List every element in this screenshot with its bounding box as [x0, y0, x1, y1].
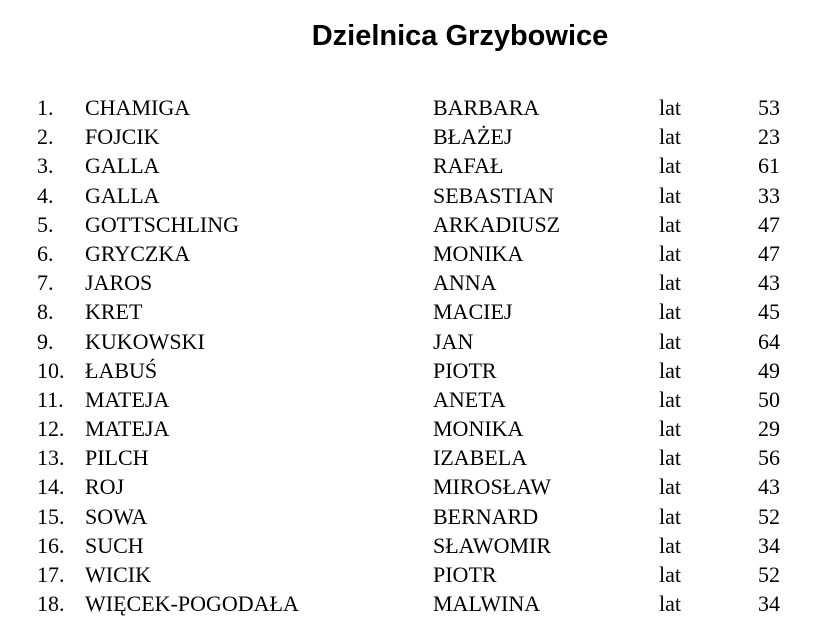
- row-unit-label: lat: [659, 299, 681, 325]
- page-title: Dzielnica Grzybowice: [311, 20, 609, 52]
- row-unit-label: lat: [659, 240, 681, 266]
- list-item: [0, 151, 820, 180]
- row-unit-label: lat: [659, 211, 681, 237]
- row-surname: SUCH: [85, 532, 144, 558]
- row-unit-label: lat: [659, 182, 681, 208]
- row-number: 5.: [37, 211, 54, 237]
- row-firstname: BŁAŻEJ: [433, 124, 513, 150]
- row-unit-label: lat: [659, 386, 681, 412]
- row-surname: SOWA: [85, 503, 148, 529]
- row-number: 10.: [37, 357, 65, 383]
- row-surname: MATEJA: [85, 416, 170, 442]
- row-surname: WIĘCEK-POGODAŁA: [85, 591, 299, 617]
- row-firstname: PIOTR: [433, 357, 497, 383]
- row-firstname: JAN: [433, 328, 474, 354]
- row-number: 7.: [37, 270, 54, 296]
- row-unit-label: lat: [659, 445, 681, 471]
- row-number: 15.: [37, 503, 65, 529]
- row-number: 9.: [37, 328, 54, 354]
- list-item: [0, 181, 820, 210]
- row-surname: KUKOWSKI: [85, 328, 205, 354]
- row-unit-label: lat: [659, 270, 681, 296]
- row-number: 18.: [37, 591, 65, 617]
- list-item: [0, 210, 820, 239]
- list-item: [0, 502, 820, 531]
- row-surname: ROJ: [85, 474, 125, 500]
- list-item: [0, 589, 820, 618]
- row-age: 64: [758, 328, 780, 354]
- row-firstname: SŁAWOMIR: [433, 532, 552, 558]
- row-surname: ŁABUŚ: [85, 357, 158, 383]
- row-surname: JAROS: [85, 270, 153, 296]
- row-age: 56: [758, 445, 780, 471]
- row-age: 61: [758, 153, 780, 179]
- row-number: 1.: [37, 95, 54, 120]
- row-number: 11.: [37, 386, 64, 412]
- row-number: 2.: [37, 124, 54, 150]
- row-number: 3.: [37, 153, 54, 179]
- row-surname: FOJCIK: [85, 124, 160, 150]
- row-age: 33: [758, 182, 780, 208]
- list-item: [0, 414, 820, 443]
- row-surname: KRET: [85, 299, 143, 325]
- row-age: 52: [758, 503, 780, 529]
- row-unit-label: lat: [659, 474, 681, 500]
- row-firstname: MONIKA: [433, 416, 524, 442]
- row-surname: PILCH: [85, 445, 149, 471]
- row-age: 50: [758, 386, 780, 412]
- row-surname: GOTTSCHLING: [85, 211, 239, 237]
- row-firstname: PIOTR: [433, 562, 497, 587]
- list-item: [0, 472, 820, 501]
- row-unit-label: lat: [659, 503, 681, 529]
- list-item: [0, 239, 820, 268]
- row-firstname: MALWINA: [433, 591, 541, 617]
- row-unit-label: lat: [659, 562, 681, 587]
- row-number: 17.: [37, 562, 65, 587]
- list-item: [0, 531, 820, 560]
- row-surname: GALLA: [85, 153, 160, 179]
- list-item: [0, 297, 820, 326]
- list-item: [0, 385, 820, 414]
- row-surname: GALLA: [85, 182, 160, 208]
- row-firstname: MIROSŁAW: [433, 474, 552, 500]
- row-surname: CHAMIGA: [85, 95, 191, 120]
- row-firstname: BARBARA: [433, 95, 540, 120]
- row-firstname: SEBASTIAN: [433, 182, 555, 208]
- row-firstname: ARKADIUSZ: [433, 211, 561, 237]
- row-unit-label: lat: [659, 95, 681, 120]
- row-age: 53: [758, 95, 780, 120]
- row-unit-label: lat: [659, 124, 681, 150]
- row-number: 13.: [37, 445, 65, 471]
- row-firstname: ANNA: [433, 270, 497, 296]
- candidate-list: [0, 93, 820, 618]
- row-firstname: RAFAŁ: [433, 153, 504, 179]
- row-unit-label: lat: [659, 416, 681, 442]
- row-unit-label: lat: [659, 357, 681, 383]
- list-item: [0, 122, 820, 151]
- row-unit-label: lat: [659, 532, 681, 558]
- list-item: [0, 93, 820, 122]
- row-surname: GRYCZKA: [85, 240, 191, 266]
- list-item: [0, 268, 820, 297]
- row-number: 12.: [37, 416, 65, 442]
- row-age: 47: [758, 211, 780, 237]
- row-surname: WICIK: [85, 562, 151, 587]
- row-surname: MATEJA: [85, 386, 170, 412]
- row-age: 23: [758, 124, 780, 150]
- row-number: 8.: [37, 299, 54, 325]
- list-item: [0, 560, 820, 589]
- row-number: 4.: [37, 182, 54, 208]
- row-number: 14.: [37, 474, 65, 500]
- row-age: 29: [758, 416, 780, 442]
- row-number: 6.: [37, 240, 54, 266]
- row-age: 43: [758, 270, 780, 296]
- row-firstname: ANETA: [433, 386, 506, 412]
- row-age: 43: [758, 474, 780, 500]
- row-unit-label: lat: [659, 591, 681, 617]
- list-item: [0, 443, 820, 472]
- row-age: 49: [758, 357, 780, 383]
- row-age: 34: [758, 532, 780, 558]
- row-unit-label: lat: [659, 328, 681, 354]
- row-age: 45: [758, 299, 780, 325]
- row-age: 34: [758, 591, 780, 617]
- list-item: [0, 356, 820, 385]
- row-firstname: MONIKA: [433, 240, 524, 266]
- row-age: 52: [758, 562, 780, 587]
- row-number: 16.: [37, 532, 65, 558]
- row-age: 47: [758, 240, 780, 266]
- row-unit-label: lat: [659, 153, 681, 179]
- list-item: [0, 327, 820, 356]
- row-firstname: IZABELA: [433, 445, 528, 471]
- row-firstname: MACIEJ: [433, 299, 513, 325]
- row-firstname: BERNARD: [433, 503, 539, 529]
